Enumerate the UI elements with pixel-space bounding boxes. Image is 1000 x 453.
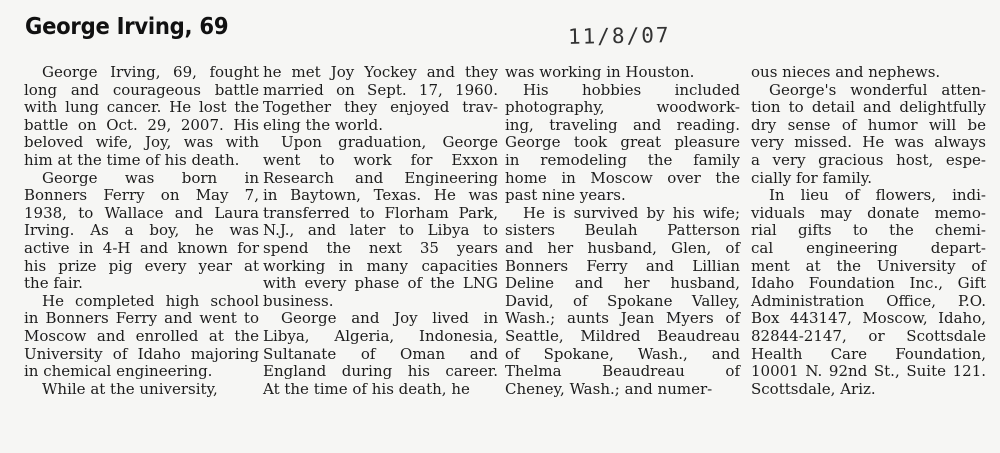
text-line: He is survived by his wife; — [523, 203, 740, 222]
text-line: Bonners Ferry and Lillian — [505, 256, 740, 275]
paragraph — [751, 82, 986, 188]
text-line: his prize pig every year at — [24, 256, 259, 275]
text-line: long and courageous battle — [24, 80, 259, 99]
text-line: he met Joy Yockey and they — [263, 63, 498, 81]
text-line: photography, woodwork- — [505, 98, 740, 117]
paragraph — [263, 64, 498, 134]
paragraph — [24, 170, 259, 293]
text-line: England during his career. — [263, 362, 498, 381]
text-line: Moscow and enrolled at the — [24, 326, 259, 345]
paragraph — [263, 310, 498, 398]
text-line: Research and Engineering — [263, 168, 498, 187]
text-line: Idaho Foundation Inc., Gift — [751, 274, 986, 293]
text-line: University of Idaho majoring — [24, 344, 259, 363]
text-line: rial gifts to the chemi- — [751, 221, 986, 240]
text-line: George's wonderful atten- — [769, 80, 986, 99]
text-line: business. — [263, 291, 334, 310]
text-line: dry sense of humor will be — [751, 115, 986, 134]
text-line: George took great pleasure — [505, 133, 740, 152]
text-line: Administration Office, P.O. — [751, 291, 986, 310]
text-line: Seattle, Mildred Beaudreau — [505, 326, 740, 345]
text-column-2 — [263, 64, 498, 398]
paragraph — [505, 205, 740, 399]
text-line: the fair. — [24, 274, 83, 293]
paragraph — [24, 64, 259, 170]
handwritten-date: 11/8/07 — [567, 23, 671, 49]
text-line: viduals may donate memo- — [751, 203, 986, 222]
text-line: past nine years. — [505, 186, 626, 205]
text-line: of Spokane, Wash., and — [505, 344, 740, 363]
text-line: Irving. As a boy, he was — [24, 221, 259, 240]
text-line: George Irving, 69, fought — [42, 63, 259, 81]
text-line: Health Care Foundation, — [751, 344, 986, 363]
text-line: married on Sept. 17, 1960. — [263, 80, 498, 99]
text-line: David, of Spokane Valley, — [505, 291, 740, 310]
text-line: with every phase of the LNG — [263, 274, 498, 293]
text-line: In lieu of flowers, indi- — [769, 186, 986, 205]
text-line: Upon graduation, George — [281, 133, 498, 152]
text-line: battle on Oct. 29, 2007. His — [24, 115, 259, 134]
text-line: a very gracious host, espe- — [751, 150, 986, 169]
text-line: Wash.; aunts Jean Myers of — [505, 309, 740, 328]
paragraph — [24, 381, 259, 399]
text-line: very missed. He was always — [751, 133, 986, 152]
text-line: George was born in — [42, 168, 259, 187]
text-line: Scottsdale, Ariz. — [751, 379, 876, 398]
text-line: Thelma Beaudreau of — [505, 362, 740, 381]
text-line: ing, traveling and reading. — [505, 115, 740, 134]
text-line: working in many capacities — [263, 256, 498, 275]
text-line: was working in Houston. — [505, 63, 695, 81]
text-line: While at the university, — [42, 379, 218, 398]
text-line: him at the time of his death. — [24, 150, 240, 169]
text-line: transferred to Florham Park, — [263, 203, 498, 222]
text-line: ment at the University of — [751, 256, 986, 275]
text-line: in Baytown, Texas. He was — [263, 186, 498, 205]
text-line: 82844-2147, or Scottsdale — [751, 326, 986, 345]
text-line: Together they enjoyed trav- — [263, 98, 498, 117]
text-line: active in 4-H and known for — [24, 238, 259, 257]
paragraph — [505, 82, 740, 205]
text-line: Sultanate of Oman and — [263, 344, 498, 363]
text-line: in remodeling the family — [505, 150, 740, 169]
text-line: N.J., and later to Libya to — [263, 221, 498, 240]
text-line: spend the next 35 years — [263, 238, 498, 257]
text-column-4 — [751, 64, 986, 398]
text-line: cially for family. — [751, 168, 873, 187]
text-line: 1938, to Wallace and Laura — [24, 203, 259, 222]
text-line: and her husband, Glen, of — [505, 238, 740, 257]
text-line: in chemical engineering. — [24, 362, 213, 381]
paragraph — [751, 64, 986, 82]
text-line: Libya, Algeria, Indonesia, — [263, 326, 498, 345]
text-line: home in Moscow over the — [505, 168, 740, 187]
text-line: ous nieces and nephews. — [751, 63, 941, 81]
text-line: George and Joy lived in — [281, 309, 498, 328]
text-line: cal engineering depart- — [751, 238, 986, 257]
text-column-3 — [505, 64, 740, 398]
text-line: eling the world. — [263, 115, 384, 134]
text-line: Deline and her husband, — [505, 274, 740, 293]
paragraph — [263, 134, 498, 310]
text-line: in Bonners Ferry and went to — [24, 309, 259, 328]
text-line: At the time of his death, he — [263, 379, 470, 398]
paragraph — [24, 293, 259, 381]
text-line: went to work for Exxon — [263, 150, 498, 169]
text-line: 10001 N. 92nd St., Suite 121. — [751, 362, 986, 381]
text-line: sisters Beulah Patterson — [505, 221, 740, 240]
paragraph — [505, 64, 740, 82]
text-line: beloved wife, Joy, was with — [24, 133, 259, 152]
text-line: tion to detail and delightfully — [751, 98, 986, 117]
text-line: Bonners Ferry on May 7, — [24, 186, 259, 205]
text-line: He completed high school — [42, 291, 259, 310]
text-line: Box 443147, Moscow, Idaho, — [751, 309, 986, 328]
paragraph — [751, 187, 986, 398]
obituary-headline: George Irving, 69 — [25, 14, 229, 40]
text-line: with lung cancer. He lost the — [24, 98, 259, 117]
text-line: His hobbies included — [523, 80, 740, 99]
text-column-1 — [24, 64, 259, 398]
text-line: Cheney, Wash.; and numer- — [505, 379, 713, 398]
